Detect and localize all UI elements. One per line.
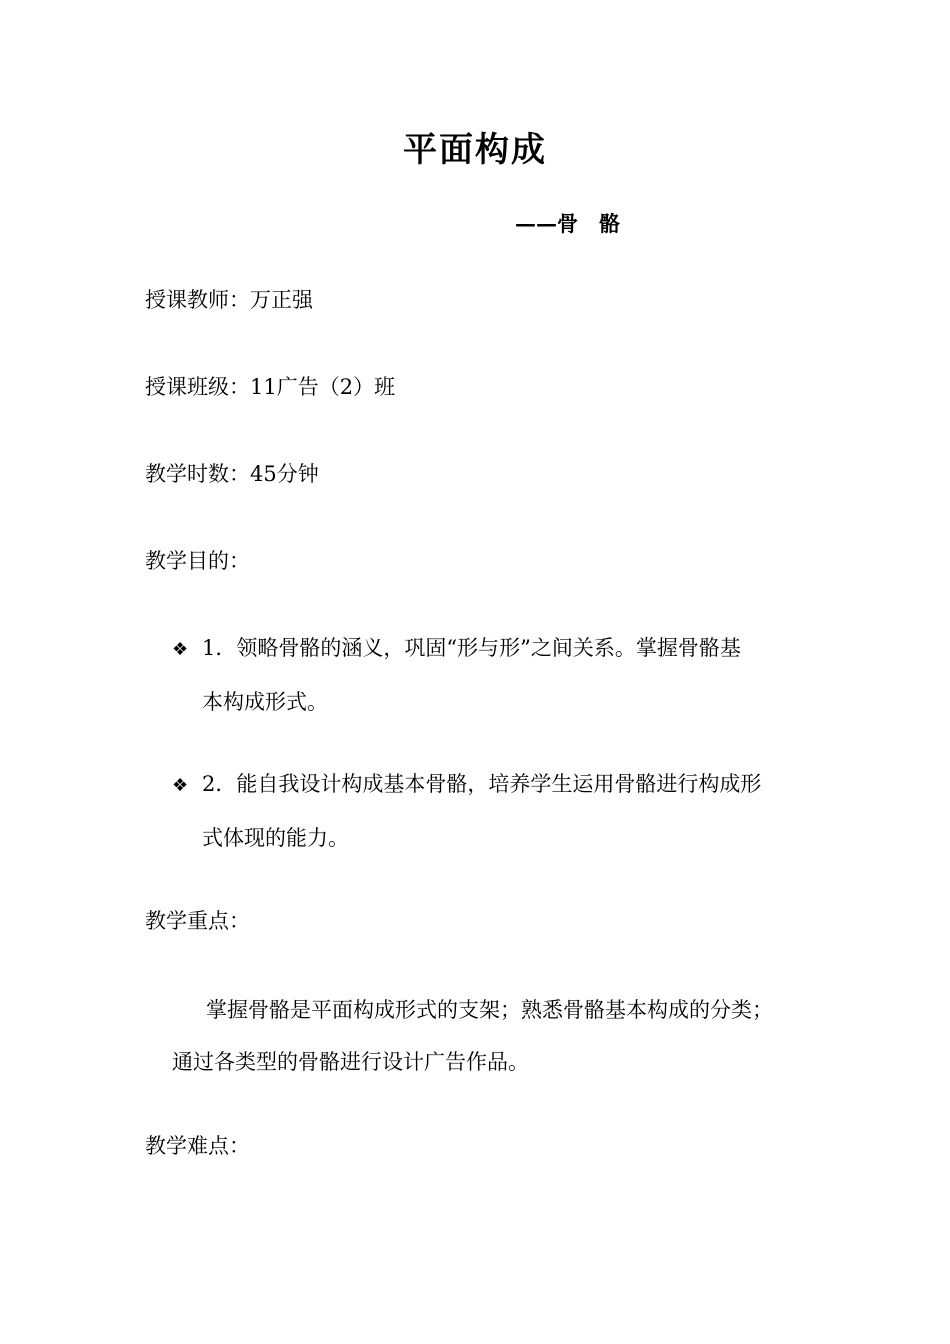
objective-text: 1．领略骨骼的涵义，巩固“形与形”之间关系。掌握骨骼基: [202, 636, 741, 660]
bullet-diamond-icon: ❖: [172, 775, 189, 796]
objective-text: 2．能自我设计构成基本骨骼，培养学生运用骨骼进行构成形: [202, 772, 762, 796]
bullet-diamond-icon: ❖: [172, 639, 189, 660]
objective-item-2: [172, 758, 822, 864]
teacher-line: 授课教师：万正强: [145, 288, 313, 312]
duration-line: 教学时数：45分钟: [145, 462, 319, 486]
objectives-label: 教学目的：: [145, 549, 250, 573]
document-title: 平面构成: [403, 130, 547, 170]
objective-item-1: [172, 622, 822, 728]
key-points-line-1: 掌握骨骼是平面构成形式的支架；熟悉骨骼基本构成的分类；: [206, 998, 773, 1022]
class-line: 授课班级：11广告（2）班: [145, 375, 396, 399]
key-points-paragraph: [172, 984, 832, 1088]
document-subtitle: ——骨 骼: [515, 211, 620, 236]
difficulties-label: 教学难点：: [145, 1134, 250, 1158]
key-points-label: 教学重点：: [145, 909, 250, 933]
key-points-line-2: 通过各类型的骨骼进行设计广告作品。: [172, 1050, 529, 1074]
objective-text-continued: 式体现的能力。: [202, 826, 349, 850]
objective-text-continued: 本构成形式。: [202, 690, 328, 714]
